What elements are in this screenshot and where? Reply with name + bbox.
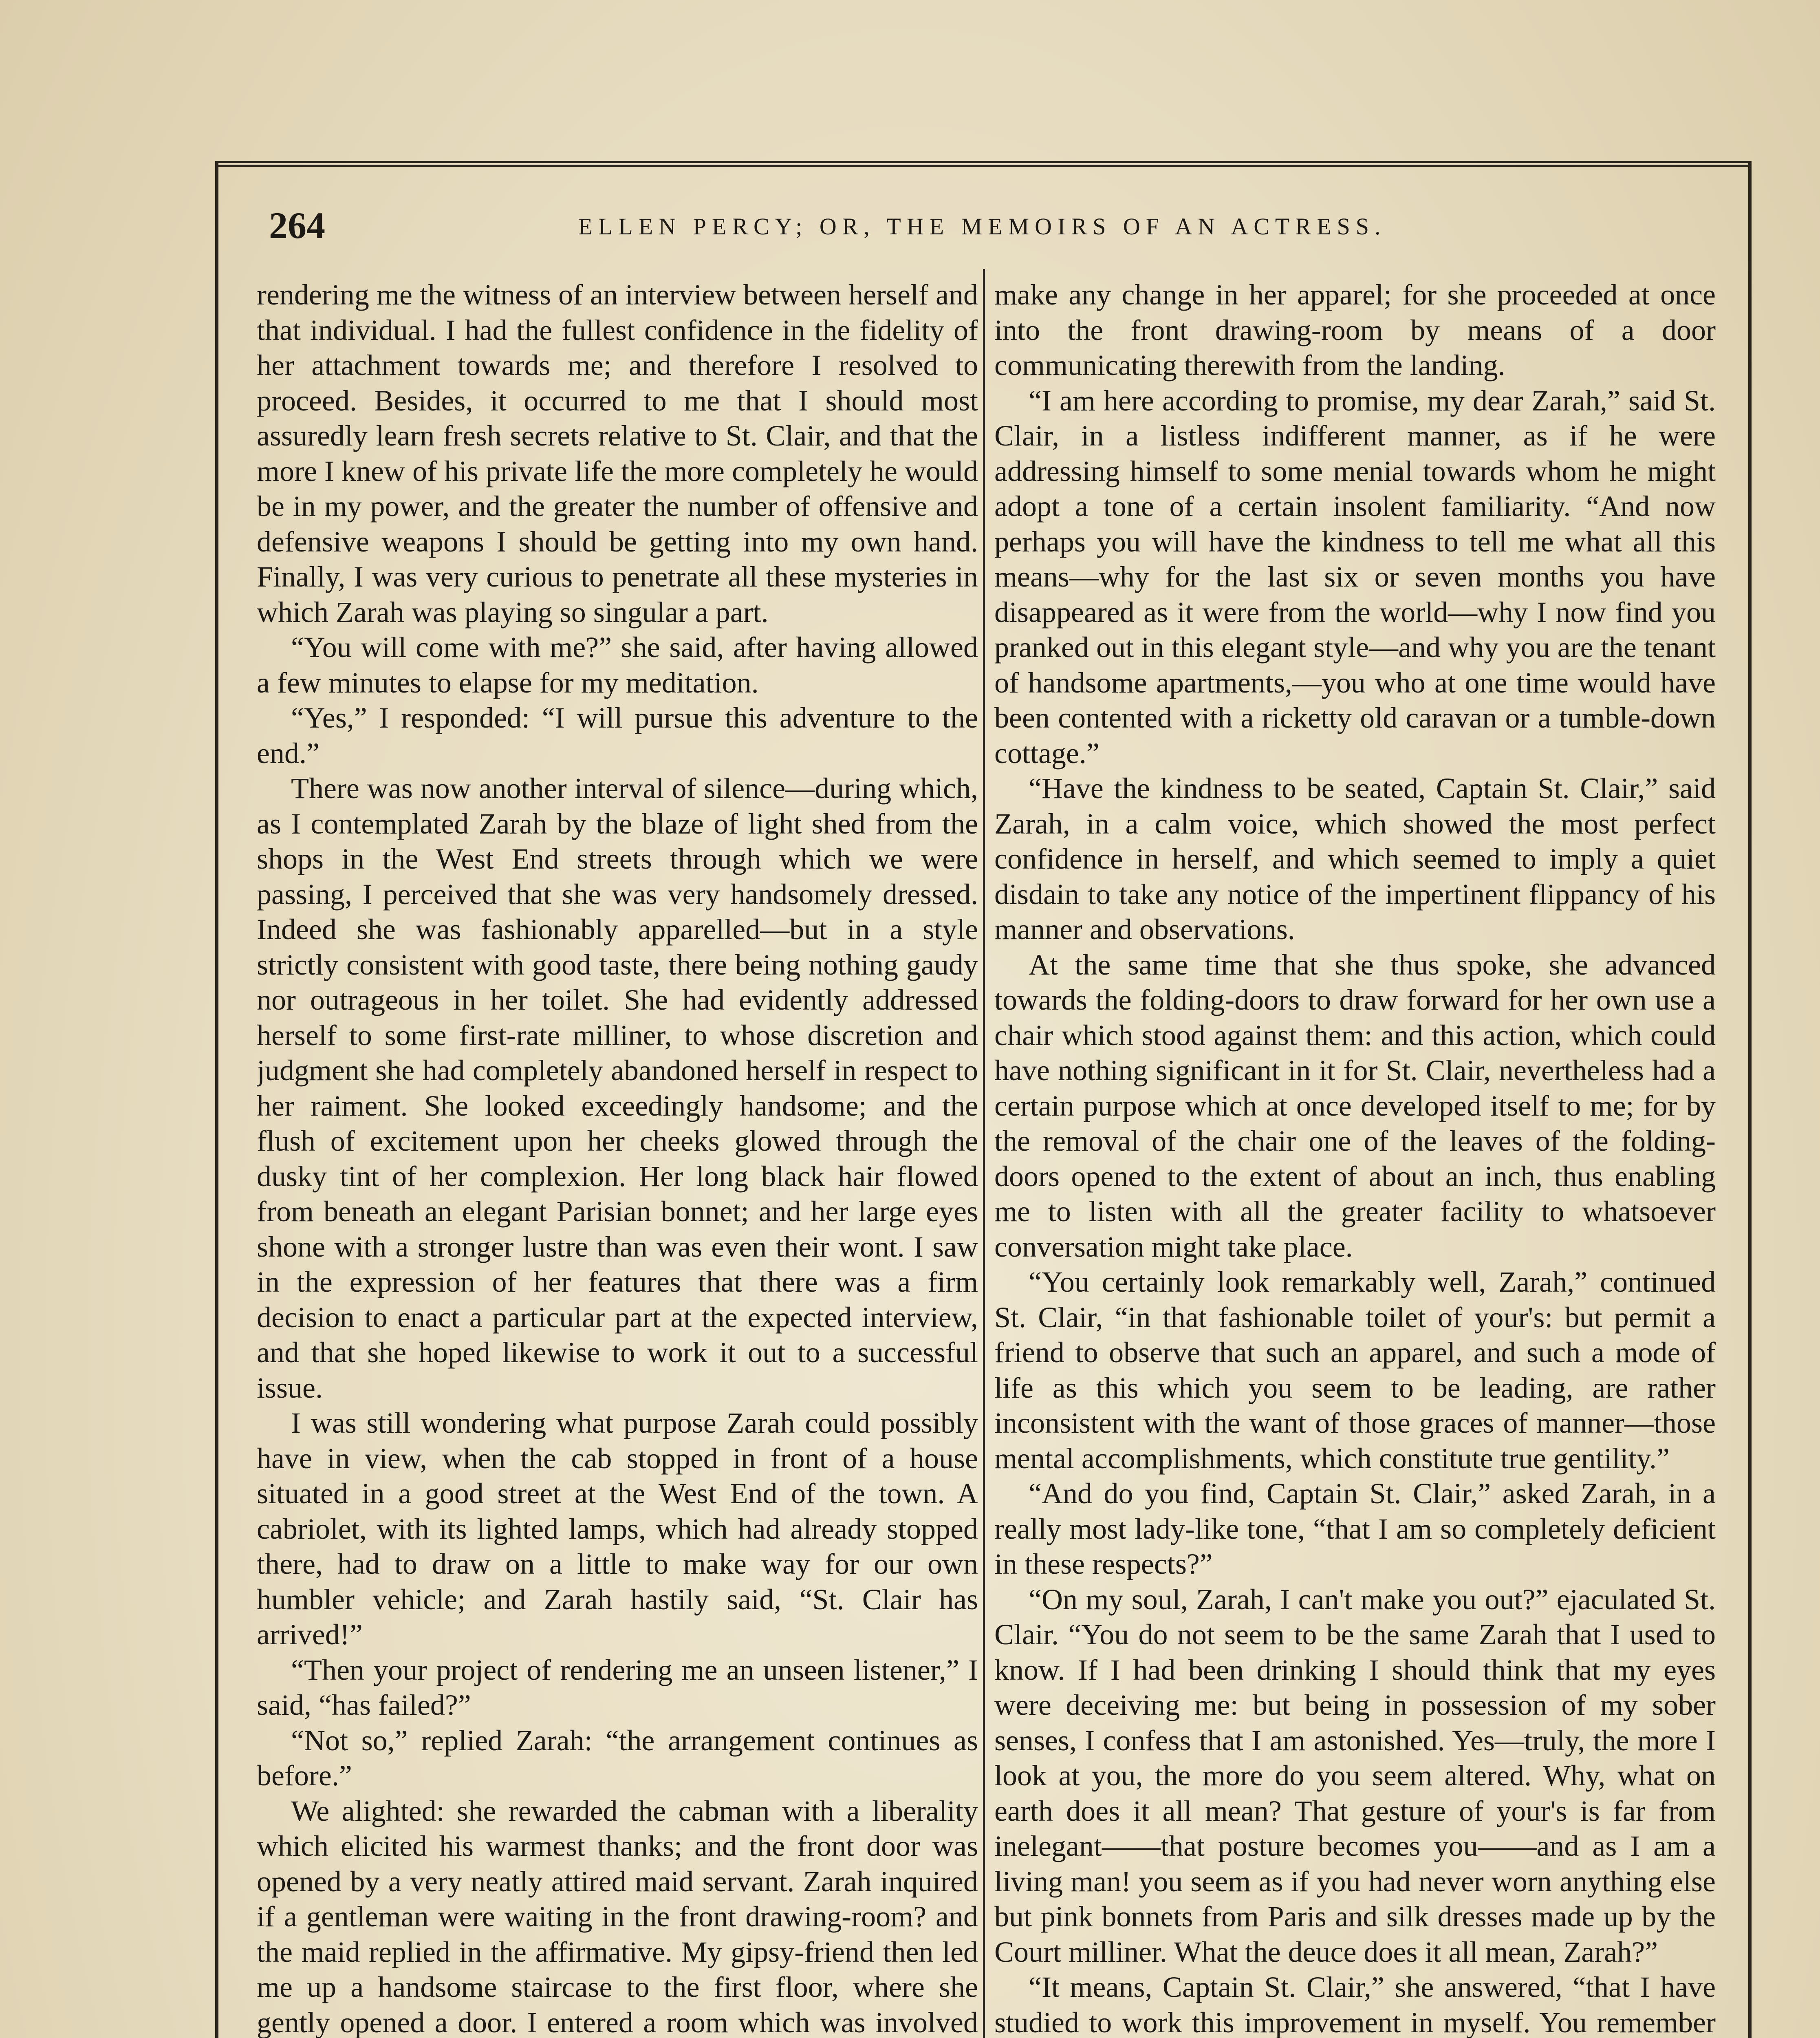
paragraph: At the same time that she thus spoke, she advanced towards the folding-doors to draw forward for her own use a chair which stood against them: and this action, which could have nothing significant in it for St. Clair, nevertheless had a certain purpose which at once developed itself to me; for by the removal of the chair one of the leaves of the folding-doors opened to the extent of about an inch, thus enabling me to listen with all the greater facility to whatsoever conversation might take place. — [994, 948, 1716, 1263]
paragraph: “You will come with me?” she said, after having allowed a few minutes to elapse for my meditation. — [257, 631, 978, 699]
running-title: ELLEN PERCY; OR, THE MEMOIRS OF AN ACTRESS. — [578, 213, 1386, 240]
paragraph: “Yes,” I responded: “I will pursue this adventure to the end.” — [257, 701, 978, 770]
paragraph: “Have the kindness to be seated, Captain St. Clair,” said Zarah, in a calm voice, which showed the most perfect confidence in herself, and which seemed to imply a quiet disdain to take any notice of the impertinent flippancy of his manner and observations. — [994, 772, 1716, 946]
paragraph: “Then your project of rendering me an unseen listener,” I said, “has failed?” — [257, 1653, 978, 1721]
paragraph: “It means, Captain St. Clair,” she answered, “that I have studied to work this improvement in myself. You remember — [994, 1971, 1716, 2038]
paragraph: “I am here according to promise, my dear Zarah,” said St. Clair, in a listless indifferent manner, as if he were addressing himself to some menial towards whom he might adopt a tone of a certain insolent familiarity. “And now perhaps you will have the kindness to tell me what all this means—why for the last six or seven months you have disappeared as it were from the world—why I now find you pranked out in this elegant style—and why you are the tenant of handsome apartments,—you who at one time would have been contented with a ricketty old caravan or a tumble-down cottage.” — [994, 384, 1716, 770]
paragraph: make any change in her apparel; for she proceeded at once into the front drawing-room by means of a door communicating therewith from the landing. — [994, 278, 1716, 382]
column-divider — [983, 269, 985, 2038]
left-column — [257, 277, 978, 2038]
paragraph: I was still wondering what purpose Zarah could possibly have in view, when the cab stopped in front of a house situated in a good street at the West End of the town. A cabriolet, with its lighted lamps, which had already stopped there, had to draw on a little to make way for our own humbler vehicle; and Zarah hastily said, “St. Clair has arrived!” — [257, 1407, 978, 1651]
top-rule — [215, 161, 1752, 167]
right-rule — [1748, 161, 1752, 2038]
left-rule — [215, 161, 218, 2038]
right-column — [994, 277, 1716, 2038]
paragraph: “Not so,” replied Zarah: “the arrangement continues as before.” — [257, 1724, 978, 1792]
page-number: 264 — [269, 205, 325, 246]
paragraph: There was now another interval of silence—during which, as I contemplated Zarah by the blaze of light shed from the shops in the West End streets through which we were passing, I perceived that she was very handsomely dressed. Indeed she was fashionably apparelled—but in a style strictly consistent with good taste, there being nothing gaudy nor outrageous in her toilet. She had evidently addressed herself to some first-rate milliner, to whose discretion and judgment she had completely abandoned herself in respect to her raiment. She looked exceedingly handsome; and the flush of excitement upon her cheeks glowed through the dusky tint of her complexion. Her long black hair flowed from beneath an elegant Parisian bonnet; and her large eyes shone with a stronger lustre than was even their wont. I saw in the expression of her features that there was a firm decision to enact a particular part at the expected interview, and that she hoped likewise to work it out to a successful issue. — [257, 772, 978, 1404]
paragraph: “On my soul, Zarah, I can't make you out?” ejaculated St. Clair. “You do not seem to be the same Zarah that I used to know. If I had been drinking I should think that my eyes were deceiving me: but being in possession of my sober senses, I confess that I am astonished. Yes—truly, the more I look at you, the more do you seem altered. Why, what on earth does it all mean? That gesture of your's is far from inelegant——that posture becomes you——and as I am a living man! you seem as if you had never worn anything else but pink bonnets from Paris and silk dresses made up by the Court milliner. What the deuce does it all mean, Zarah?” — [994, 1583, 1716, 1968]
paragraph: “You certainly look remarkably well, Zarah,” continued St. Clair, “in that fashionable toilet of your's: but permit a friend to observe that such an apparel, and such a mode of life as this which you seem to be leading, are rather inconsistent with the want of those graces of manner—those mental accomplishments, which constitute true gentility.” — [994, 1266, 1716, 1475]
page-header — [265, 204, 1699, 253]
paragraph: “And do you find, Captain St. Clair,” asked Zarah, in a really most lady-like tone, “that I am so completely deficient in these respects?” — [994, 1477, 1716, 1580]
paragraph: rendering me the witness of an interview between herself and that individual. I had the fullest confidence in the fidelity of her attachment towards me; and therefore I resolved to proceed. Besides, it occurred to me that I should most assuredly learn fresh secrets relative to St. Clair, and that the more I knew of his private life the more completely he would be in my power, and the greater the number of offensive and defensive weapons I should be getting into my own hand. Finally, I was very curious to penetrate all these mysteries in which Zarah was playing so singular a part. — [257, 278, 978, 629]
paragraph: We alighted: she rewarded the cabman with a liberality which elicited his warmest thanks; and the front door was opened by a very neatly attired maid servant. Zarah inquired if a gentleman were waiting in the front drawing-room? and the maid replied in the affirmative. My gipsy-friend then led me up a handsome staircase to the first floor, where she gently opened a door. I entered a room which was involved — [257, 1794, 978, 2038]
